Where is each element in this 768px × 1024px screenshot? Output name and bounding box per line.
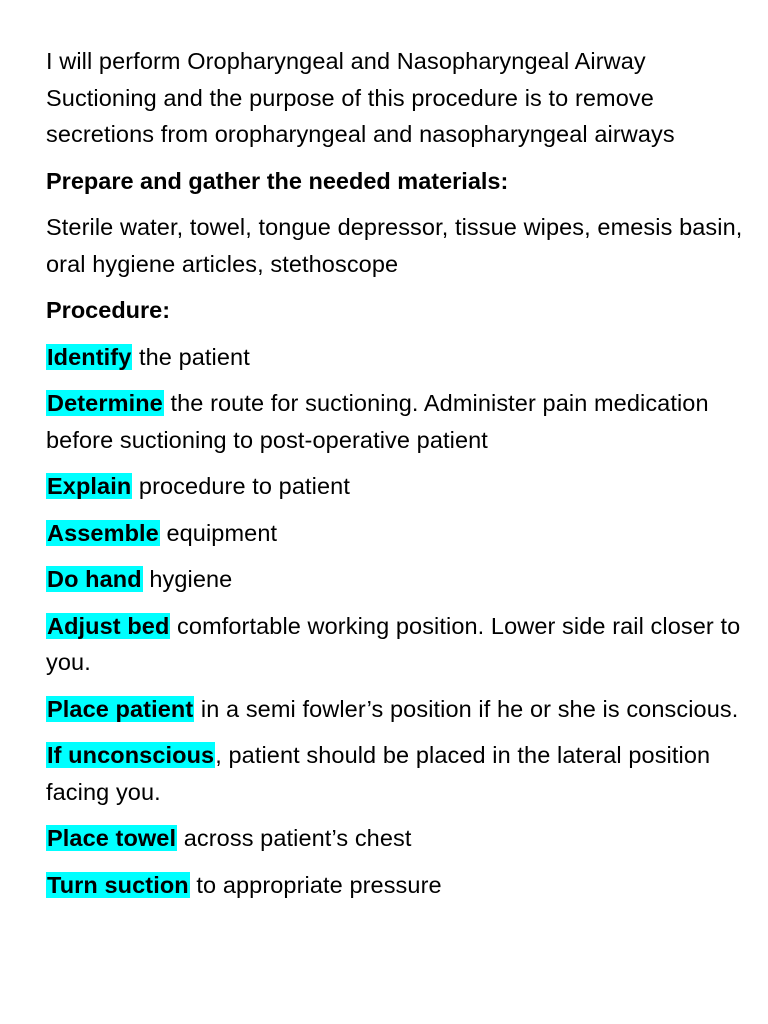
- procedure-step: [46, 339, 746, 376]
- intro-paragraph: I will perform Oropharyngeal and Nasopharyngeal Airway Suctioning and the purpose of this procedure is to remove secretions from oropharyngeal and nasopharyngeal airways: [46, 48, 675, 147]
- step-keyword: Determine: [47, 390, 163, 416]
- step-keyword: Assemble: [47, 519, 159, 546]
- step-keyword: Place towel: [47, 825, 177, 851]
- step-text: comfortable working position. Lower side rail closer to you.: [46, 612, 741, 675]
- step-text: hygiene: [142, 566, 233, 592]
- procedure-heading: Procedure:: [46, 297, 171, 323]
- step-text: , patient should be placed in the lateral position facing you.: [46, 742, 711, 805]
- step-text: equipment: [159, 519, 278, 546]
- procedure-step: [46, 515, 746, 552]
- step-text: to appropriate pressure: [189, 871, 442, 898]
- procedure-step: [46, 608, 746, 681]
- step-keyword: Adjust bed: [47, 612, 170, 639]
- procedure-step: [46, 737, 746, 810]
- step-keyword: Do hand: [47, 566, 142, 592]
- document-page: [46, 43, 746, 913]
- step-keyword: Identify: [47, 343, 132, 370]
- materials-list: Sterile water, towel, tongue depressor, tissue wipes, emesis basin, oral hygiene articles, stethoscope: [46, 214, 743, 277]
- step-text: the route for suctioning. Administer pain medication before suctioning to post-operative patient: [46, 390, 709, 453]
- procedure-step: [46, 468, 746, 505]
- procedure-steps: [46, 339, 746, 904]
- step-keyword: If unconscious: [47, 742, 215, 768]
- step-keyword: Explain: [47, 473, 132, 499]
- procedure-step: [46, 820, 746, 857]
- materials-heading: Prepare and gather the needed materials:: [46, 167, 509, 194]
- procedure-step: [46, 691, 746, 728]
- step-text: the patient: [132, 343, 250, 370]
- step-text: in a semi fowler’s position if he or she is conscious.: [194, 695, 739, 722]
- step-text: procedure to patient: [132, 473, 350, 499]
- procedure-step: [46, 867, 746, 904]
- procedure-step: [46, 561, 746, 598]
- step-text: across patient’s chest: [177, 825, 412, 851]
- procedure-step: [46, 385, 746, 458]
- step-keyword: Place patient: [47, 695, 194, 722]
- step-keyword: Turn suction: [47, 871, 189, 898]
